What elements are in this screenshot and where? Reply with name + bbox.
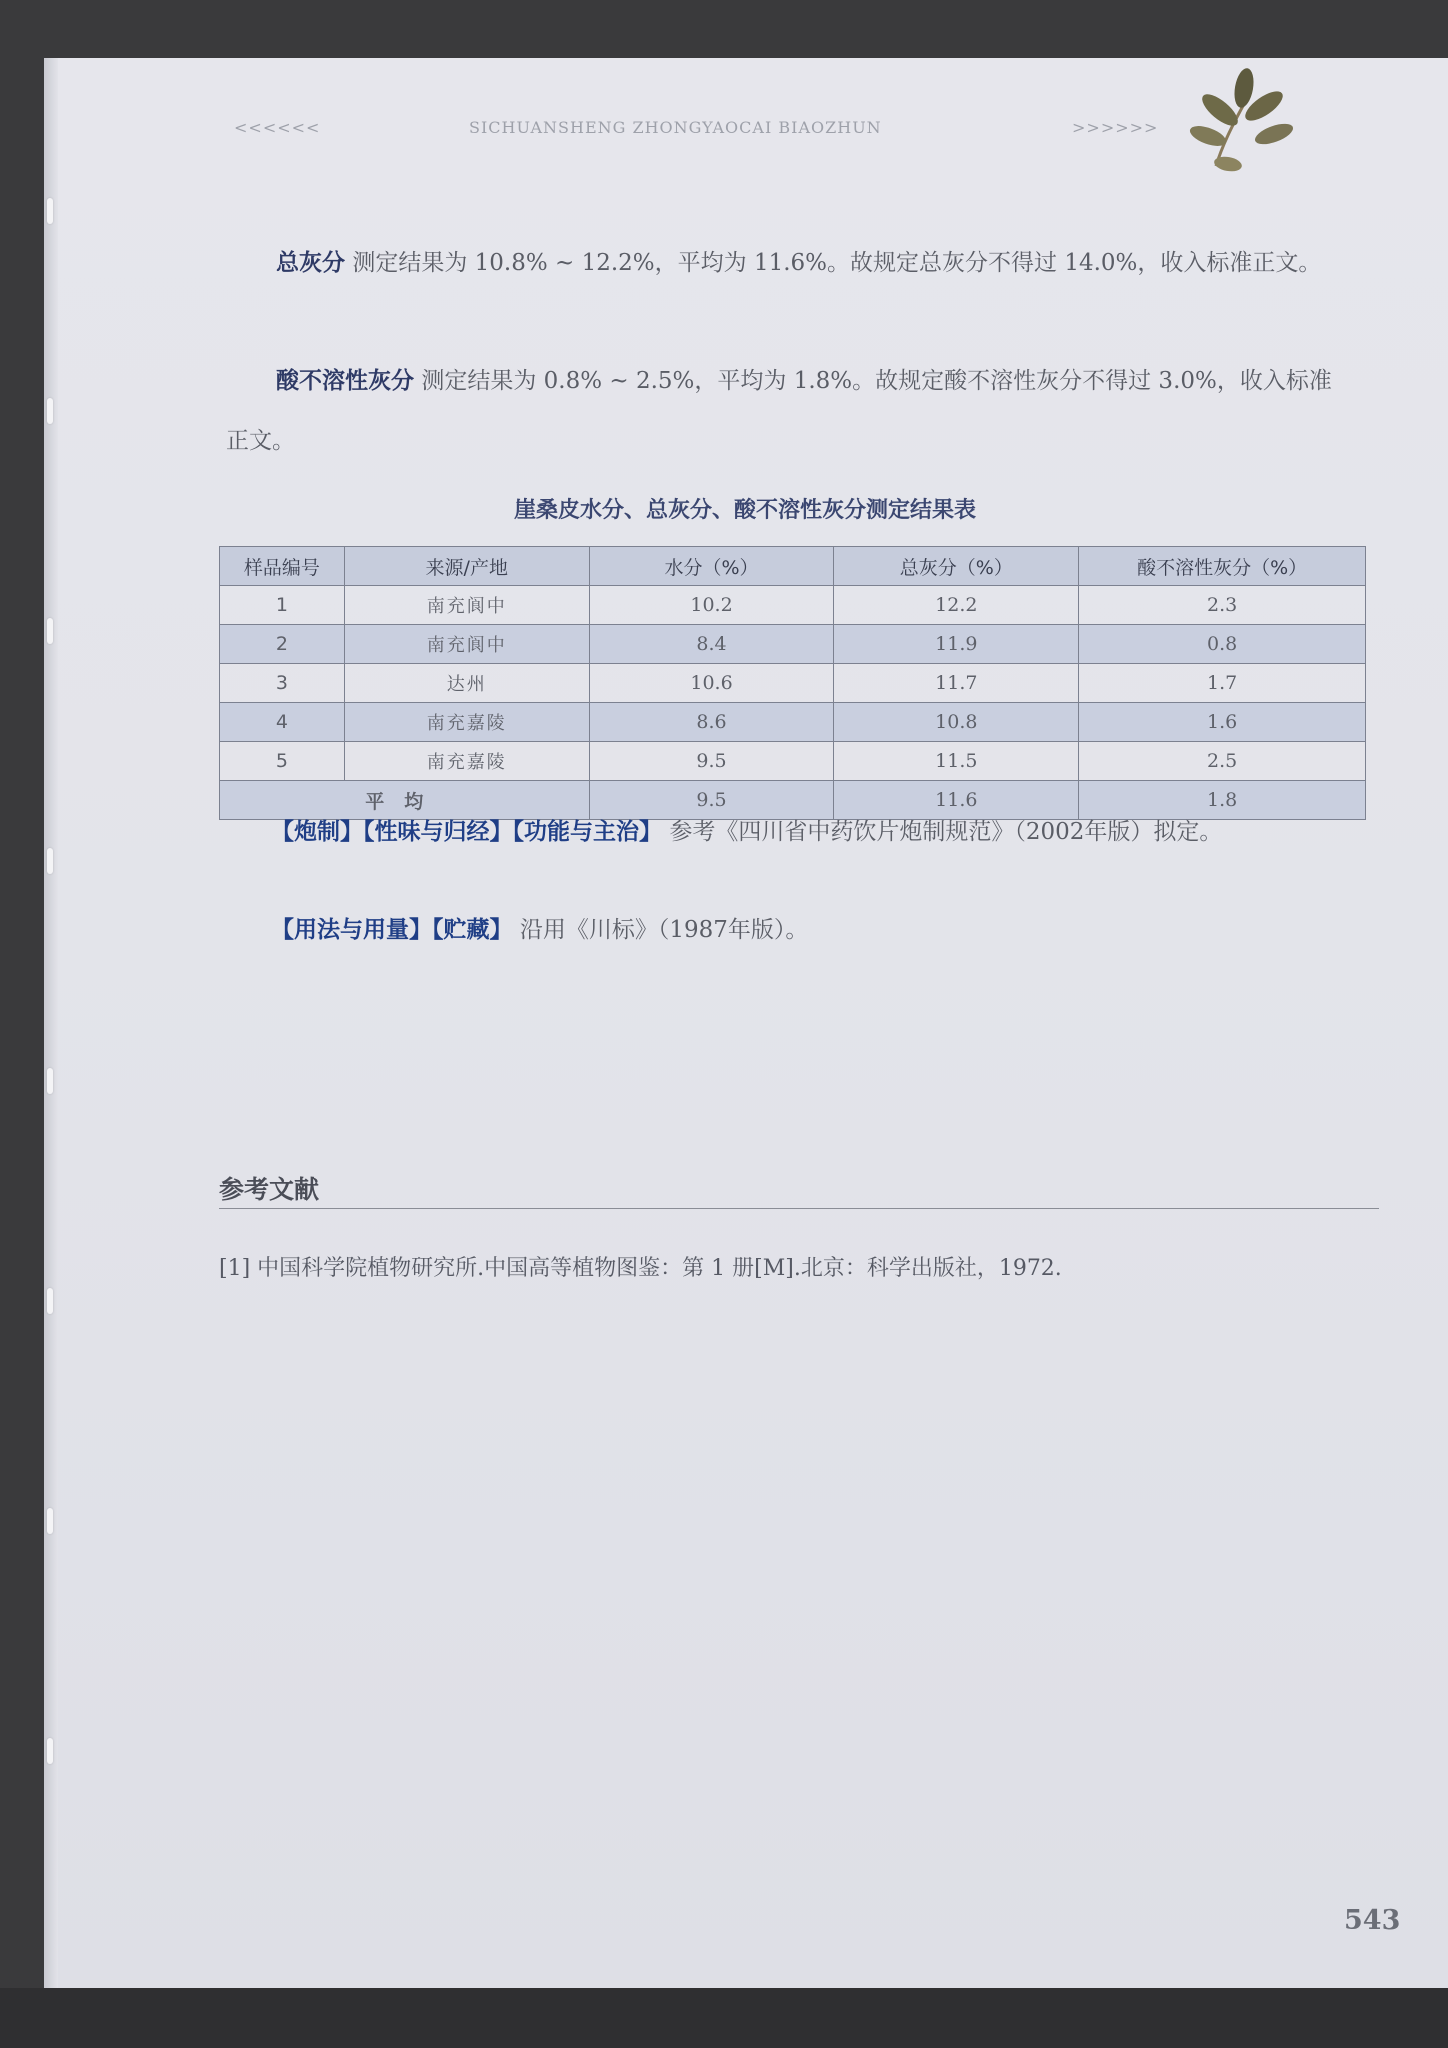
binding-stitch (47, 1288, 53, 1314)
table-title: 崖桑皮水分、总灰分、酸不溶性灰分测定结果表 (514, 497, 977, 523)
cell-source: 南充嘉陵 (344, 703, 589, 742)
usage-text: 沿用《川标》（1987年版）。 (519, 917, 809, 943)
results-table (219, 546, 1366, 820)
running-head-left: <<<<<< (234, 118, 321, 137)
average-label: 平均 (220, 781, 590, 820)
paragraph-usage (226, 906, 1351, 954)
processing-terms: 【炮制】【性味与归经】【功能与主治】 (271, 819, 662, 845)
total-ash-text: 测定结果为 10.8% ~ 12.2%，平均为 11.6%。故规定总灰分不得过 14.0%，收入标准正文。 (352, 250, 1322, 276)
cell-source: 南充阆中 (344, 625, 589, 664)
cell-total-ash: 11.9 (834, 625, 1079, 664)
paragraph-acid-ash (226, 351, 1351, 471)
cell-acid-ash: 2.5 (1079, 742, 1366, 781)
header-sample-no: 样品编号 (220, 547, 345, 586)
cell-water: 10.2 (589, 586, 834, 625)
binding-stitch (47, 1508, 53, 1534)
processing-text: 参考《四川省中药饮片炮制规范》（2002年版）拟定。 (669, 819, 1223, 845)
binding-stitch (47, 618, 53, 644)
average-water: 9.5 (589, 781, 834, 820)
table-row (220, 742, 1366, 781)
term-total-ash: 总灰分 (276, 250, 345, 276)
cell-source: 南充阆中 (344, 586, 589, 625)
running-head-title: SICHUANSHENG ZHONGYAOCAI BIAOZHUN (469, 118, 882, 137)
table-row (220, 625, 1366, 664)
cell-water: 8.4 (589, 625, 834, 664)
cell-water: 8.6 (589, 703, 834, 742)
binding-stitch (47, 198, 53, 224)
cell-source: 南充嘉陵 (344, 742, 589, 781)
running-head-right: >>>>>> (1072, 118, 1159, 137)
background-edge (0, 1988, 1448, 2048)
reference-item: [1] 中国科学院植物研究所.中国高等植物图鉴：第 1 册[M].北京：科学出版社，1972. (219, 1256, 1062, 1281)
table-row (220, 703, 1366, 742)
acid-ash-text: 测定结果为 0.8% ~ 2.5%，平均为 1.8%。故规定酸不溶性灰分不得过 3.0%，收入标准正文。 (226, 368, 1332, 454)
binding-stitch (47, 848, 53, 874)
page (44, 58, 1448, 1988)
table-row (220, 664, 1366, 703)
header-acid-ash: 酸不溶性灰分（%） (1079, 547, 1366, 586)
cell-sample-no: 1 (220, 586, 345, 625)
cell-acid-ash: 1.7 (1079, 664, 1366, 703)
cell-total-ash: 11.5 (834, 742, 1079, 781)
cell-sample-no: 5 (220, 742, 345, 781)
binding-stitch (47, 398, 53, 424)
cell-total-ash: 10.8 (834, 703, 1079, 742)
leaf-sprig-icon (1164, 66, 1304, 176)
cell-water: 9.5 (589, 742, 834, 781)
cell-sample-no: 4 (220, 703, 345, 742)
references-heading: 参考文献 (219, 1175, 320, 1204)
table-header-row (220, 547, 1366, 586)
paragraph-total-ash (226, 233, 1351, 293)
binding-stitch (47, 1738, 53, 1764)
cell-acid-ash: 2.3 (1079, 586, 1366, 625)
cell-total-ash: 12.2 (834, 586, 1079, 625)
average-acid-ash: 1.8 (1079, 781, 1366, 820)
binding-stitch (47, 1068, 53, 1094)
header-source: 来源/产地 (344, 547, 589, 586)
cell-source: 达州 (344, 664, 589, 703)
term-acid-ash: 酸不溶性灰分 (276, 368, 414, 394)
page-number: 543 (1344, 1905, 1401, 1936)
header-water: 水分（%） (589, 547, 834, 586)
cell-sample-no: 3 (220, 664, 345, 703)
table-row (220, 586, 1366, 625)
cell-acid-ash: 1.6 (1079, 703, 1366, 742)
cell-water: 10.6 (589, 664, 834, 703)
cell-total-ash: 11.7 (834, 664, 1079, 703)
average-total-ash: 11.6 (834, 781, 1079, 820)
page-spine (44, 58, 58, 1988)
cell-sample-no: 2 (220, 625, 345, 664)
paragraph-processing (226, 808, 1351, 856)
usage-terms: 【用法与用量】【贮藏】 (271, 917, 513, 943)
header-total-ash: 总灰分（%） (834, 547, 1079, 586)
references-divider (219, 1208, 1379, 1209)
cell-acid-ash: 0.8 (1079, 625, 1366, 664)
